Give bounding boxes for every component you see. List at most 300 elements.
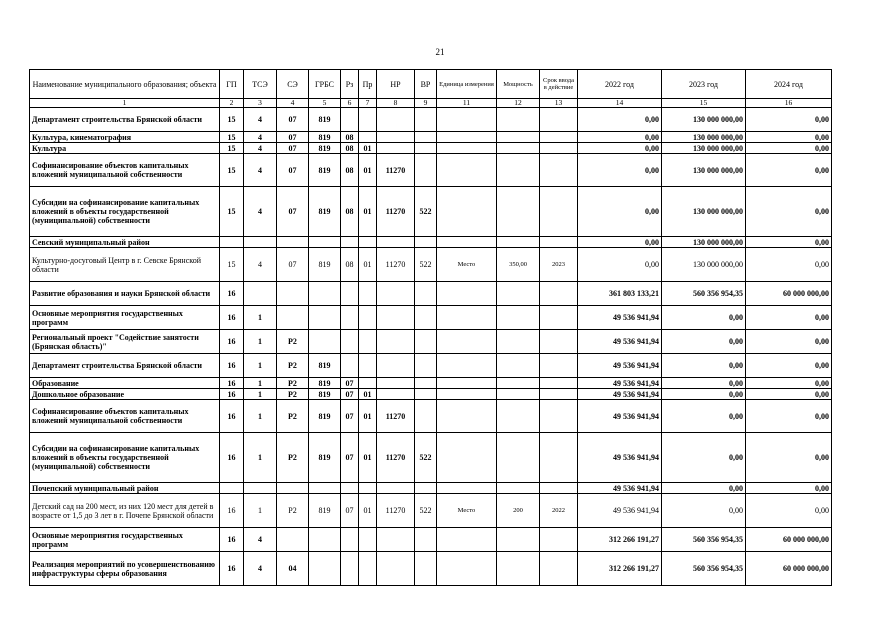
table-cell: 49 536 941,94 — [578, 330, 662, 354]
table-cell — [497, 282, 540, 306]
table-cell: 0,00 — [746, 400, 832, 433]
table-row — [30, 187, 832, 237]
row-name-cell: Дошкольное образование — [30, 389, 220, 400]
table-row — [30, 132, 832, 143]
table-cell: 4 — [244, 528, 277, 552]
table-cell — [309, 330, 341, 354]
table-cell — [277, 282, 309, 306]
table-cell — [377, 132, 415, 143]
table-cell — [497, 132, 540, 143]
table-cell: P2 — [277, 400, 309, 433]
table-cell — [341, 354, 359, 378]
table-cell — [497, 306, 540, 330]
table-cell — [377, 483, 415, 494]
row-name-cell: Развитие образования и науки Брянской области — [30, 282, 220, 306]
table-cell: 0,00 — [746, 483, 832, 494]
column-number: 8 — [377, 99, 415, 108]
table-cell — [244, 237, 277, 248]
table-cell — [497, 400, 540, 433]
table-cell — [497, 108, 540, 132]
table-cell: 200 — [497, 494, 540, 528]
table-cell: 312 266 191,27 — [578, 528, 662, 552]
row-name-cell: Образование — [30, 378, 220, 389]
table-cell — [377, 237, 415, 248]
table-cell — [437, 354, 497, 378]
table-cell — [341, 528, 359, 552]
table-cell — [437, 108, 497, 132]
table-cell — [415, 483, 437, 494]
table-cell — [359, 528, 377, 552]
table-cell: 0,00 — [578, 154, 662, 187]
table-cell: 07 — [277, 154, 309, 187]
table-cell — [437, 237, 497, 248]
column-number: 4 — [277, 99, 309, 108]
budget-table — [29, 69, 832, 586]
table-cell — [309, 282, 341, 306]
column-number-row — [30, 99, 832, 108]
table-cell: 11270 — [377, 400, 415, 433]
table-row — [30, 433, 832, 483]
table-cell — [359, 330, 377, 354]
table-cell — [359, 306, 377, 330]
table-cell: P2 — [277, 389, 309, 400]
table-cell: 01 — [359, 187, 377, 237]
column-number: 11 — [437, 99, 497, 108]
table-cell: 0,00 — [746, 306, 832, 330]
table-cell: 0,00 — [746, 248, 832, 282]
table-cell — [377, 282, 415, 306]
table-cell — [341, 483, 359, 494]
table-cell: 16 — [220, 400, 244, 433]
table-cell — [377, 378, 415, 389]
table-cell — [437, 528, 497, 552]
table-cell: 08 — [341, 143, 359, 154]
row-name-cell: Детский сад на 200 мест, из них 120 мест для детей в возрасте от 1,5 до 3 лет в г. Почепе Брянской области — [30, 494, 220, 528]
table-cell: 49 536 941,94 — [578, 400, 662, 433]
table-cell: 11270 — [377, 494, 415, 528]
table-cell: 819 — [309, 143, 341, 154]
table-cell: 49 536 941,94 — [578, 483, 662, 494]
table-cell: 16 — [220, 306, 244, 330]
table-cell: 07 — [277, 187, 309, 237]
table-cell: 07 — [341, 389, 359, 400]
table-cell — [415, 330, 437, 354]
table-cell — [540, 552, 578, 586]
column-number: 12 — [497, 99, 540, 108]
table-cell — [437, 552, 497, 586]
table-cell: 08 — [341, 154, 359, 187]
table-cell: 4 — [244, 143, 277, 154]
table-cell: 0,00 — [746, 187, 832, 237]
table-cell: 0,00 — [662, 483, 746, 494]
table-cell — [309, 237, 341, 248]
table-cell: 819 — [309, 248, 341, 282]
table-cell: 2022 — [540, 494, 578, 528]
table-cell — [540, 389, 578, 400]
table-cell: 49 536 941,94 — [578, 389, 662, 400]
table-cell: 1 — [244, 389, 277, 400]
row-name-cell: Департамент строительства Брянской области — [30, 108, 220, 132]
table-cell: 0,00 — [578, 248, 662, 282]
table-cell: 0,00 — [746, 330, 832, 354]
header-row — [30, 70, 832, 99]
table-cell — [359, 483, 377, 494]
table-cell — [377, 389, 415, 400]
table-cell: 11270 — [377, 433, 415, 483]
table-cell: 522 — [415, 187, 437, 237]
table-cell — [497, 483, 540, 494]
table-cell — [377, 528, 415, 552]
table-cell — [415, 378, 437, 389]
table-cell — [497, 154, 540, 187]
table-cell: 819 — [309, 187, 341, 237]
table-cell — [377, 330, 415, 354]
table-cell: 0,00 — [662, 306, 746, 330]
table-cell: P2 — [277, 433, 309, 483]
table-cell — [437, 400, 497, 433]
row-name-cell: Основные мероприятия государственных программ — [30, 306, 220, 330]
table-cell: 560 356 954,35 — [662, 552, 746, 586]
row-name-cell: Реализация мероприятий по усовершенствованию инфраструктуры сферы образования — [30, 552, 220, 586]
table-cell: 16 — [220, 330, 244, 354]
table-row — [30, 378, 832, 389]
table-cell — [540, 354, 578, 378]
table-cell: 01 — [359, 433, 377, 483]
table-cell: 1 — [244, 330, 277, 354]
table-cell — [437, 154, 497, 187]
header-cell: ТСЭ — [244, 70, 277, 99]
table-row — [30, 330, 832, 354]
table-cell: 0,00 — [746, 108, 832, 132]
table-cell — [341, 108, 359, 132]
table-cell: 07 — [277, 132, 309, 143]
table-cell — [437, 282, 497, 306]
table-cell: 819 — [309, 389, 341, 400]
table-cell: 0,00 — [578, 187, 662, 237]
table-cell — [309, 483, 341, 494]
table-cell — [437, 143, 497, 154]
table-cell — [437, 330, 497, 354]
header-cell: ГП — [220, 70, 244, 99]
table-cell: Место — [437, 248, 497, 282]
header-cell: ВР — [415, 70, 437, 99]
table-cell: 0,00 — [746, 389, 832, 400]
table-cell: 15 — [220, 154, 244, 187]
table-cell: 130 000 000,00 — [662, 248, 746, 282]
table-cell — [540, 378, 578, 389]
table-cell — [359, 354, 377, 378]
table-cell: 2023 — [540, 248, 578, 282]
table-cell: 4 — [244, 154, 277, 187]
table-cell: 60 000 000,00 — [746, 552, 832, 586]
table-row — [30, 282, 832, 306]
table-cell: 04 — [277, 552, 309, 586]
table-cell — [415, 154, 437, 187]
table-cell: 522 — [415, 248, 437, 282]
table-cell: 15 — [220, 187, 244, 237]
table-cell: Место — [437, 494, 497, 528]
table-cell — [359, 552, 377, 586]
table-cell: 819 — [309, 354, 341, 378]
table-cell: 01 — [359, 389, 377, 400]
header-cell: 2024 год — [746, 70, 832, 99]
table-cell: 560 356 954,35 — [662, 528, 746, 552]
table-cell: 0,00 — [746, 354, 832, 378]
row-name-cell: Основные мероприятия государственных программ — [30, 528, 220, 552]
table-cell: 1 — [244, 378, 277, 389]
table-cell: 0,00 — [746, 237, 832, 248]
row-name-cell: Софинансирование объектов капитальных вложений муниципальной собственности — [30, 154, 220, 187]
row-name-cell: Департамент строительства Брянской области — [30, 354, 220, 378]
table-cell — [341, 237, 359, 248]
header-cell: Мощность — [497, 70, 540, 99]
table-cell: 49 536 941,94 — [578, 433, 662, 483]
table-cell: 15 — [220, 248, 244, 282]
table-row — [30, 154, 832, 187]
table-cell: 07 — [341, 400, 359, 433]
table-cell: 15 — [220, 132, 244, 143]
table-cell: 0,00 — [746, 154, 832, 187]
table-cell — [341, 282, 359, 306]
table-cell: 16 — [220, 433, 244, 483]
table-cell — [377, 552, 415, 586]
table-cell — [415, 552, 437, 586]
table-cell: 0,00 — [662, 400, 746, 433]
table-cell — [437, 378, 497, 389]
table-cell — [497, 433, 540, 483]
table-cell: 130 000 000,00 — [662, 143, 746, 154]
table-row — [30, 400, 832, 433]
table-cell: 07 — [341, 378, 359, 389]
table-cell: 01 — [359, 494, 377, 528]
table-cell: 130 000 000,00 — [662, 187, 746, 237]
table-cell: 11270 — [377, 187, 415, 237]
header-cell: СЭ — [277, 70, 309, 99]
table-cell — [497, 528, 540, 552]
table-cell: 11270 — [377, 154, 415, 187]
table-cell: 522 — [415, 494, 437, 528]
table-row — [30, 143, 832, 154]
table-cell: 1 — [244, 433, 277, 483]
table-cell: 08 — [341, 187, 359, 237]
table-cell: 4 — [244, 248, 277, 282]
table-cell: 0,00 — [662, 354, 746, 378]
table-cell: 1 — [244, 306, 277, 330]
table-cell: 15 — [220, 108, 244, 132]
table-cell: 49 536 941,94 — [578, 306, 662, 330]
table-cell — [377, 108, 415, 132]
column-number: 9 — [415, 99, 437, 108]
row-name-cell: Субсидии на софинансирование капитальных вложений в объекты государственной (муниципальной) собственности — [30, 187, 220, 237]
table-cell — [540, 433, 578, 483]
table-cell: 01 — [359, 143, 377, 154]
table-row — [30, 483, 832, 494]
table-cell: 16 — [220, 528, 244, 552]
row-name-cell: Софинансирование объектов капитальных вложений муниципальной собственности — [30, 400, 220, 433]
table-cell — [540, 483, 578, 494]
table-row — [30, 389, 832, 400]
table-cell — [309, 528, 341, 552]
table-cell: 01 — [359, 400, 377, 433]
column-number: 6 — [341, 99, 359, 108]
table-cell: 130 000 000,00 — [662, 108, 746, 132]
table-row — [30, 552, 832, 586]
column-number: 7 — [359, 99, 377, 108]
header-cell: Срок ввода в действие — [540, 70, 578, 99]
table-cell — [341, 306, 359, 330]
table-row — [30, 306, 832, 330]
table-cell — [540, 400, 578, 433]
table-cell — [437, 389, 497, 400]
table-cell — [540, 132, 578, 143]
table-cell: 0,00 — [662, 389, 746, 400]
table-cell — [359, 378, 377, 389]
table-cell — [437, 483, 497, 494]
column-number: 5 — [309, 99, 341, 108]
table-cell: P2 — [277, 330, 309, 354]
table-cell — [277, 483, 309, 494]
table-cell — [540, 154, 578, 187]
row-name-cell: Региональный проект "Содействие занятости (Брянская область)" — [30, 330, 220, 354]
header-cell: 2022 год — [578, 70, 662, 99]
row-name-cell: Севский муниципальный район — [30, 237, 220, 248]
table-cell — [415, 528, 437, 552]
header-cell: Пр — [359, 70, 377, 99]
row-name-cell: Субсидии на софинансирование капитальных вложений в объекты государственной (муниципальной) собственности — [30, 433, 220, 483]
table-cell — [415, 354, 437, 378]
column-number: 15 — [662, 99, 746, 108]
table-cell — [497, 389, 540, 400]
table-cell — [437, 187, 497, 237]
table-cell: 16 — [220, 389, 244, 400]
table-cell — [415, 143, 437, 154]
table-cell — [540, 237, 578, 248]
table-cell — [497, 354, 540, 378]
table-cell: 07 — [277, 108, 309, 132]
table-cell: 0,00 — [578, 132, 662, 143]
table-cell — [359, 132, 377, 143]
table-cell: 16 — [220, 282, 244, 306]
table-cell: 16 — [220, 552, 244, 586]
table-cell: 49 536 941,94 — [578, 494, 662, 528]
table-cell: 49 536 941,94 — [578, 378, 662, 389]
table-cell — [309, 306, 341, 330]
table-cell: 0,00 — [662, 330, 746, 354]
table-cell — [415, 282, 437, 306]
header-cell: Рз — [341, 70, 359, 99]
table-cell — [497, 143, 540, 154]
table-cell — [277, 528, 309, 552]
column-number: 13 — [540, 99, 578, 108]
column-number: 1 — [30, 99, 220, 108]
table-cell: 0,00 — [746, 132, 832, 143]
table-cell: 819 — [309, 132, 341, 143]
table-cell: 819 — [309, 494, 341, 528]
table-cell — [415, 306, 437, 330]
table-cell: 130 000 000,00 — [662, 237, 746, 248]
table-cell — [309, 552, 341, 586]
table-cell: 350,00 — [497, 248, 540, 282]
table-cell: 08 — [341, 248, 359, 282]
table-cell — [497, 237, 540, 248]
table-cell: 07 — [277, 143, 309, 154]
table-row — [30, 237, 832, 248]
table-cell: P2 — [277, 354, 309, 378]
table-cell — [359, 108, 377, 132]
table-cell: 0,00 — [746, 433, 832, 483]
table-cell — [415, 389, 437, 400]
table-cell — [377, 143, 415, 154]
table-cell — [540, 306, 578, 330]
table-cell: 07 — [341, 433, 359, 483]
table-cell — [540, 108, 578, 132]
table-cell: 0,00 — [662, 494, 746, 528]
table-cell: 0,00 — [662, 433, 746, 483]
row-name-cell: Почепский муниципальный район — [30, 483, 220, 494]
table-cell: 0,00 — [746, 378, 832, 389]
header-cell: НР — [377, 70, 415, 99]
table-cell — [497, 187, 540, 237]
table-cell — [497, 378, 540, 389]
table-cell: 0,00 — [578, 143, 662, 154]
table-cell: 4 — [244, 132, 277, 143]
table-cell — [540, 330, 578, 354]
table-cell — [540, 282, 578, 306]
table-cell: 130 000 000,00 — [662, 154, 746, 187]
table-cell — [415, 400, 437, 433]
row-name-cell: Культурно-досуговый Центр в г. Севске Брянской области — [30, 248, 220, 282]
table-cell: 1 — [244, 354, 277, 378]
table-row — [30, 354, 832, 378]
table-cell — [540, 528, 578, 552]
table-cell — [220, 483, 244, 494]
table-cell: 819 — [309, 400, 341, 433]
table-cell: 819 — [309, 433, 341, 483]
table-body — [30, 108, 832, 586]
table-cell — [415, 132, 437, 143]
table-cell — [359, 237, 377, 248]
table-cell: 0,00 — [578, 237, 662, 248]
table-cell: 0,00 — [746, 494, 832, 528]
table-cell — [244, 282, 277, 306]
table-row — [30, 248, 832, 282]
table-cell: 819 — [309, 154, 341, 187]
table-cell: P2 — [277, 378, 309, 389]
header-cell: Единица измерения — [437, 70, 497, 99]
table-cell: 560 356 954,35 — [662, 282, 746, 306]
table-cell: 1 — [244, 400, 277, 433]
table-cell: 08 — [341, 132, 359, 143]
header-cell: 2023 год — [662, 70, 746, 99]
table-cell: 819 — [309, 378, 341, 389]
table-cell: 819 — [309, 108, 341, 132]
table-cell — [244, 483, 277, 494]
table-cell: 0,00 — [746, 143, 832, 154]
table-row — [30, 494, 832, 528]
column-number: 14 — [578, 99, 662, 108]
column-number: 3 — [244, 99, 277, 108]
row-name-cell: Культура, кинематография — [30, 132, 220, 143]
table-cell — [220, 237, 244, 248]
table-cell: P2 — [277, 494, 309, 528]
table-cell: 4 — [244, 187, 277, 237]
table-cell — [277, 306, 309, 330]
table-cell: 361 803 133,21 — [578, 282, 662, 306]
column-number: 16 — [746, 99, 832, 108]
table-row — [30, 528, 832, 552]
table-cell: 16 — [220, 354, 244, 378]
table-cell — [359, 282, 377, 306]
